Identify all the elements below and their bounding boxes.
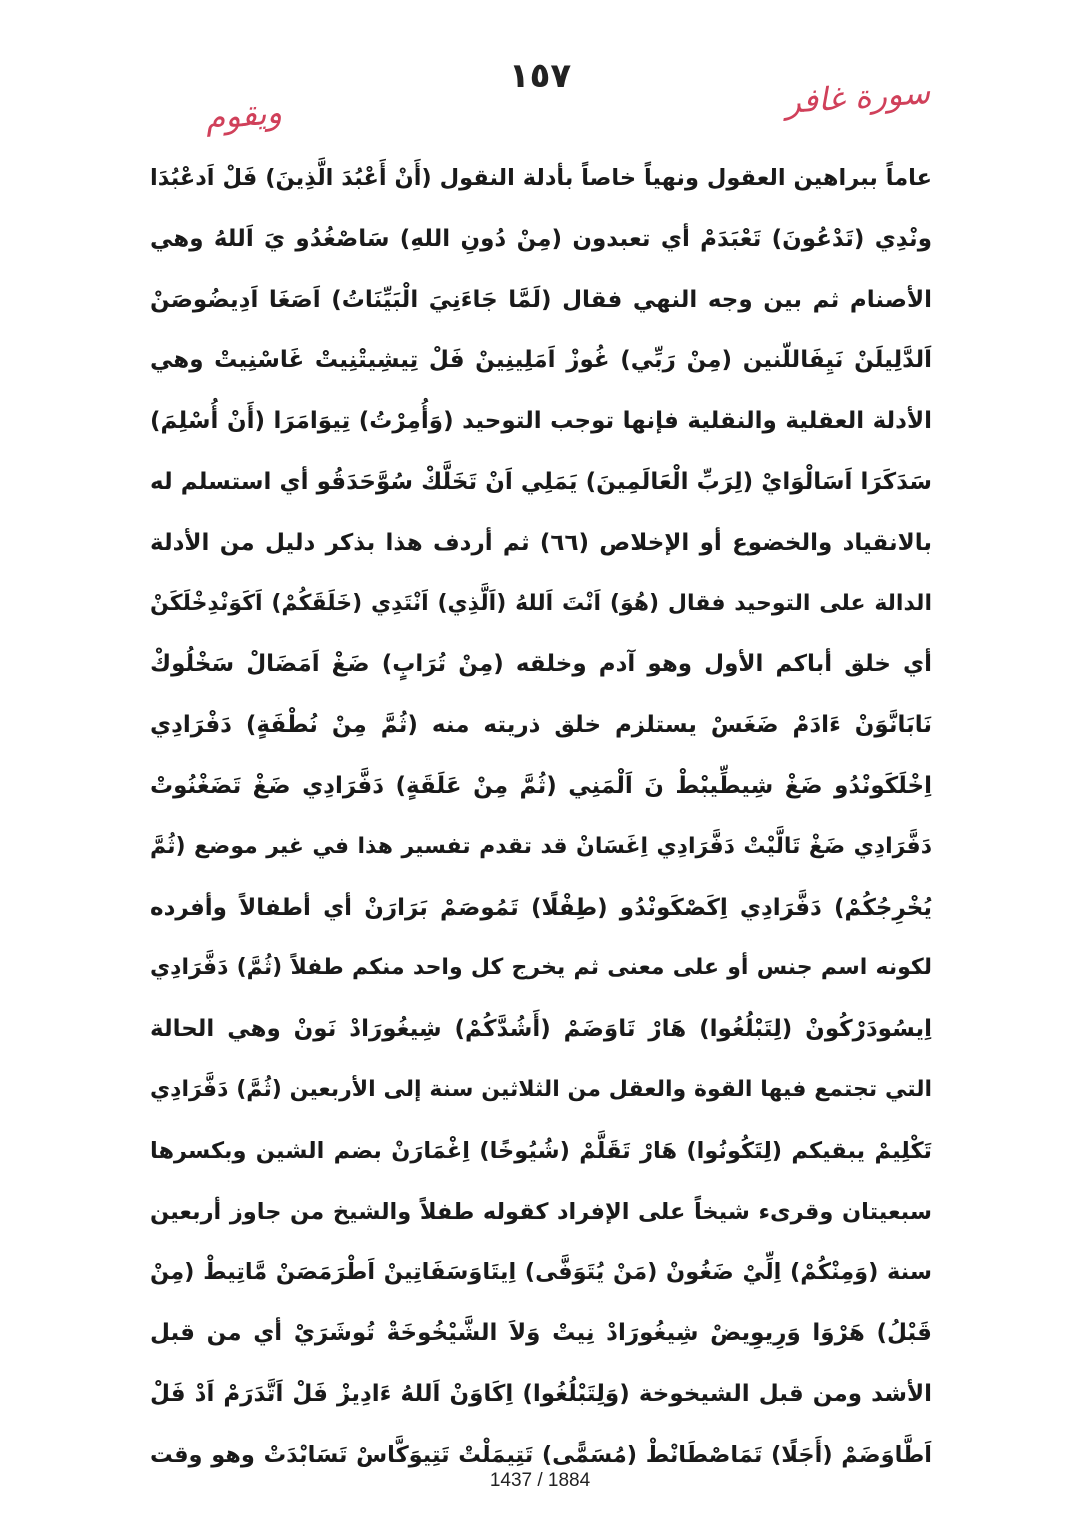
text-line: الأصنام ثم بين وجه النهي فقال (لَمَّا جَاءَنِيَ الْبَيِّنَاتُ) اَصَغَا اَدِيضُوصَنْ [150, 286, 932, 313]
text-line: لكونه اسم جنس أو على معنى ثم يخرج كل واحد منكم طفلاً (ثُمَّ) دَفَّرَادِي [150, 955, 932, 981]
handwritten-note-catchword: ويقوم [203, 92, 284, 138]
text-line: تَكْلِيمْ يبقيكم (لِتَكُونُوا) هَارْ تَقَلَّمْ (شُيُوخًا) اِغْمَارَنْ بضم الشين وبكسرها [150, 1137, 932, 1164]
handwritten-note-surah: سورة غافر [783, 72, 932, 122]
text-line: دَفَّرَادِي ضَغْ تَالَّيْتْ دَفَّرَادِي اِغَسَانْ قد تقدم تفسير هذا في غير موضع (ثُمَّ [150, 833, 932, 859]
text-line: ونْدِي (تَدْعُونَ) تَعْبَدَمْ أي تعبدون (مِنْ دُونِ اللهِ) سَاصْغُدُو يَ اَللهُ وهي [150, 225, 932, 252]
text-line: قَبْلُ) هَرْوَا وَرِيوِيضْ شِيغُورَادْ نِيتْ وَلاَ الشَّيْخُوخَةْ تُوشَرَيْ أي من قبل [150, 1320, 932, 1347]
text-line: بالانقياد والخضوع أو الإخلاص (٦٦) ثم أردف هذا بذكر دليل من الأدلة [150, 529, 932, 556]
text-line: اِخْلَكَونْدُو ضَغْ شِيطِّيبْطْ نَ اَلْمَنِي (ثُمَّ مِنْ عَلَقَةٍ) دَفَّرَادِي ضَغْ تَضَغْنُوتْ [150, 772, 932, 799]
text-line: سَدَكَرَا اَسَالْوَايْ (لِرَبِّ الْعَالَمِينَ) يَمَلِي اَنْ تَخَلَّكْ سُوَّحَدَقُو أي استسلم له [150, 468, 932, 495]
text-line: سنة (وَمِنْكُمْ) اِلِّيْ ضَغُونْ (مَنْ يُتَوَفَّى) اِيتَاوَسَفَاتِينْ اَطْرَمَصَنْ مَّاتِيطْ (مِنْ [150, 1259, 932, 1286]
text-line: اِيسُودَرْكُونْ (لِتَبْلُغُوا) هَارْ تَاوَضَمْ (أَشُدَّكُمْ) شِيغُورَادْ نَونْ وهي الحالة [150, 1016, 932, 1043]
text-line: سبعيتان وقرىء شيخاً على الإفراد كقوله طفلاً والشيخ من جاوز أربعين [150, 1198, 932, 1225]
body-text [150, 148, 932, 1486]
text-line: يُخْرِجُكُمْ) دَفَّرَادِي اِكَصْكَونْدُو (طِفْلًا) تَمُوصَمْ بَرَارَنْ أي أطفالاً وأفرده [150, 894, 932, 921]
page-number: ١٥٧ [508, 56, 572, 96]
text-line: الأشد ومن قبل الشيخوخة (وَلِتَبْلُغُوا) اِكَاوَنْ اَللهُ ءَادِيزْ فَلْ اَتَّدَرَمْ اَدْ فَلْ [150, 1380, 932, 1407]
text-line: الأدلة العقلية والنقلية فإنها توجب التوحيد (وَأُمِرْتُ) تِيوَامَرَا (أَنْ أُسْلِمَ) [150, 408, 932, 435]
text-line: نَابَانَّوَنْ ءَادَمْ ضَغَسْ يستلزم خلق ذريته منه (ثُمَّ مِنْ نُطْفَةٍ) دَفْرَادِي [150, 712, 932, 739]
text-line: اَلدَّلِيلَنْ نَيِفَاللّنين (مِنْ رَبِّي) غُوزْ اَمَلِينِينْ فَلْ تِيشِيتْنِيتْ غَاسْنِيتْ وهي [150, 347, 932, 374]
text-line: الدالة على التوحيد فقال (هُوَ) اَنْتَ اَللهُ (اَلَّذِي) اَنْتَدِي (خَلَقَكُمْ) اَكَوَنْدِخْلَكَنْ [150, 590, 932, 616]
text-line: أي خلق أباكم الأول وهو آدم وخلقه (مِنْ تُرَابٍ) ضَغْ اَمَضَالْ سَخْلُوكْ [150, 651, 932, 678]
page-counter: 1437 / 1884 [489, 1470, 591, 1491]
text-line: اَطَّاوَضَمْ (أَجَلًا) تَمَاصْطَانْطْ (مُسَمًّى) تَتِيمَلْتْ تَتِيوَكَّاسْ تَسَابْدَتْ وهو وقت [150, 1441, 932, 1468]
text-line: عاماً ببراهين العقول ونهياً خاصاً بأدلة النقول (أَنْ أَعْبُدَ الَّذِينَ) فَلْ اَدعْبُدَا [150, 165, 932, 191]
text-line: التي تجتمع فيها القوة والعقل من الثلاثين سنة إلى الأربعين (ثُمَّ) دَفَّرَادِي [150, 1076, 932, 1102]
